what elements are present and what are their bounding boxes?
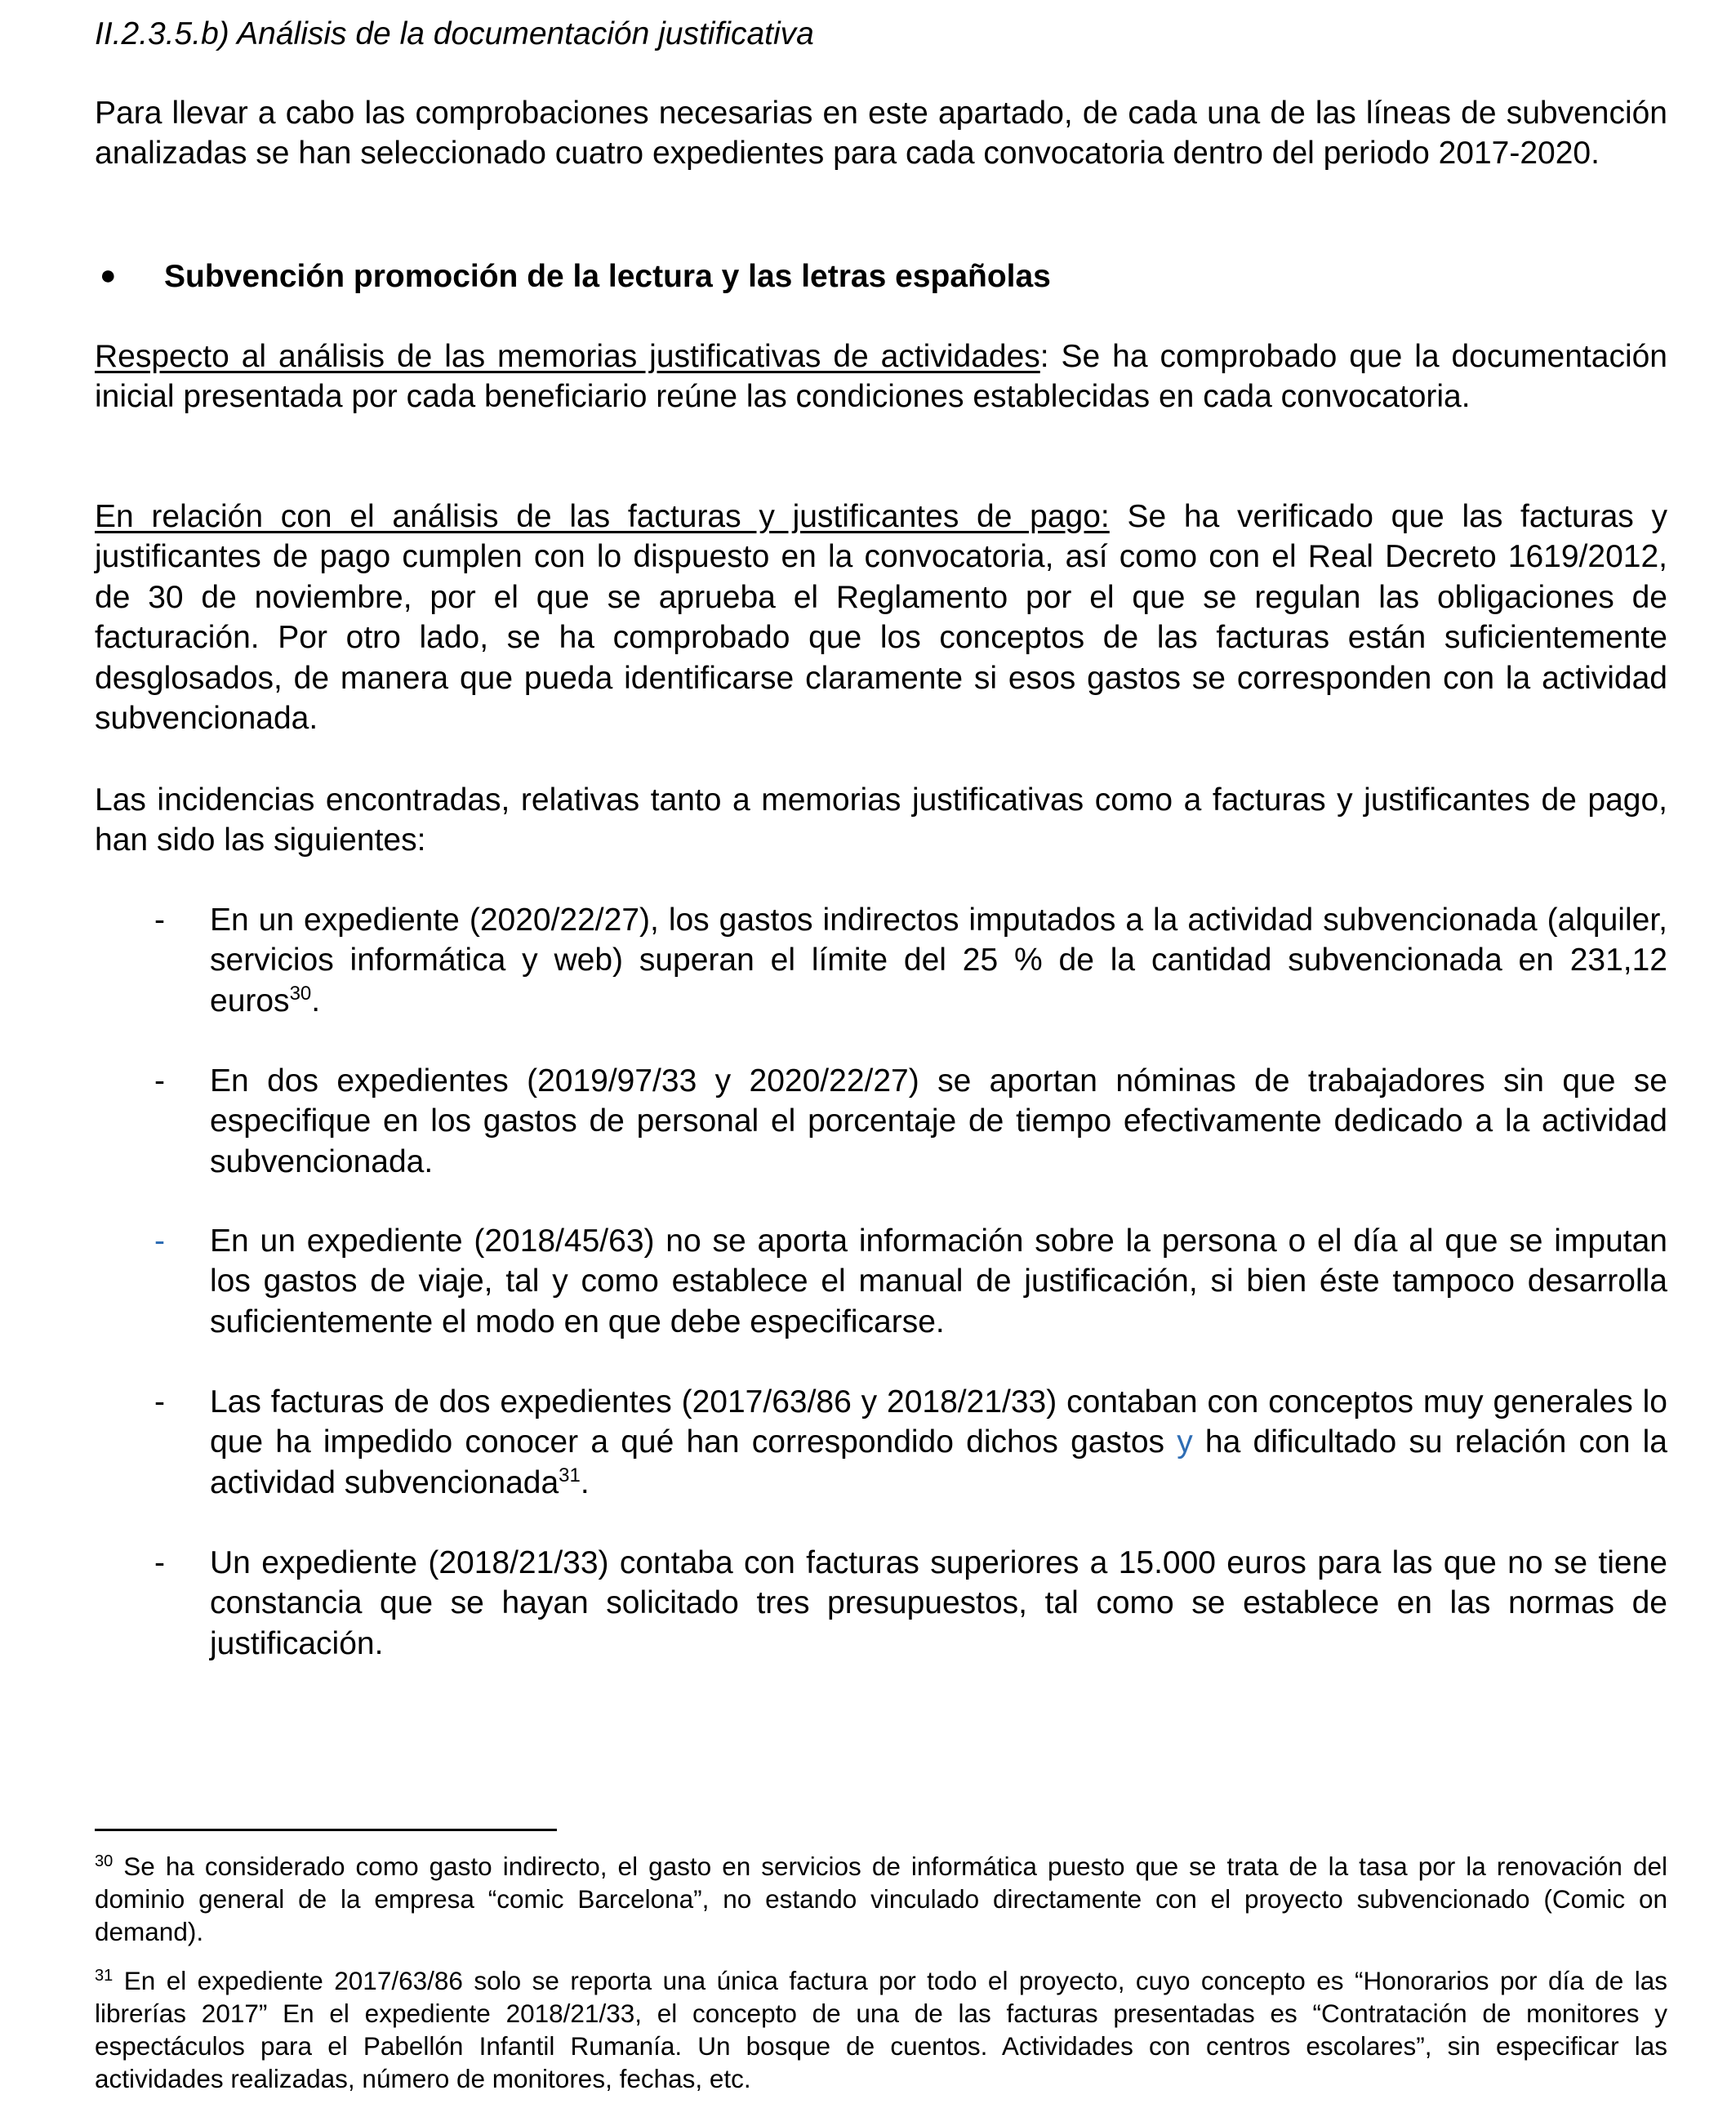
item-text: Las facturas de dos expedientes (2017/63/86 y 2018/21/33) contaban con conceptos muy generales lo que ha impedido conocer a qué han correspondido dichos gastos	[210, 1384, 1667, 1460]
facturas-text: Se ha verificado que las facturas y justificantes de pago cumplen con lo dispuesto en la convocatoria, así como con el Real Decreto 1619/2012, de 30 de noviembre, por el que se aprueba el Reglamento por el que se regulan las obligaciones de facturación. Por otro lado, se ha comprobado que los conceptos de las facturas están suficientemente desglosados, de manera que pueda identificarse claramente si esos gastos se corresponden con la actividad subvencionada.	[95, 499, 1667, 737]
footnote-text: En el expediente 2017/63/86 solo se reporta una única factura por todo el proyecto, cuyo concepto es “Honorarios por día de las librerías 2017” En el expediente 2018/21/33, el concepto de una de las facturas presentadas es “Contratación de monitores y espectáculos para el Pabellón Infantil Rumanía. Un bosque de cuentos. Actividades con centros escolares”, sin especificar las actividades realizadas, número de monitores, fechas, etc.	[95, 1966, 1667, 2093]
incidencias-intro: Las incidencias encontradas, relativas tanto a memorias justificativas como a facturas y justificantes de pago, han sido las siguientes:	[95, 782, 1667, 858]
intro-paragraph: Para llevar a cabo las comprobaciones necesarias en este apartado, de cada una de las líneas de subvención analizadas se han seleccionado cuatro expedientes para cada convocatoria dentro del periodo 2017-2020.	[95, 96, 1667, 172]
facturas-paragraph	[95, 497, 1667, 738]
footnote-ref[interactable]: 31	[559, 1464, 581, 1486]
list-dash: -	[154, 1223, 165, 1259]
item-text-blue: y	[1177, 1424, 1193, 1460]
footnote-ref[interactable]: 30	[289, 982, 312, 1005]
list-item	[210, 1382, 1667, 1503]
subsection-heading: Subvención promoción de la lectura y las letras españolas	[164, 259, 1051, 294]
section-heading: II.2.3.5.b) Análisis de la documentación justificativa	[95, 16, 814, 51]
item-end: .	[311, 983, 321, 1018]
item-text: ha dificultado su relación con la actividad subvencionada	[210, 1424, 1667, 1500]
list-dash: -	[154, 1063, 165, 1099]
list-dash: -	[154, 1545, 165, 1580]
footnote-number: 31	[95, 1967, 114, 1985]
footnote-number: 30	[95, 1852, 114, 1870]
item-end: .	[580, 1464, 590, 1500]
list-dash: -	[154, 1384, 165, 1420]
memorias-label: Respecto al análisis de las memorias justificativas de actividades	[95, 339, 1040, 374]
list-item: En un expediente (2018/45/63) no se aporta información sobre la persona o el día al que se imputan los gastos de viaje, tal y como establece el manual de justificación, si bien éste tampoco desarrolla suficientemente el modo en que debe especificarse.	[210, 1223, 1667, 1339]
footnote	[95, 1964, 1667, 2095]
footnote	[95, 1850, 1667, 1948]
list-item: En dos expedientes (2019/97/33 y 2020/22/27) se aportan nóminas de trabajadores sin que se especifique en los gastos de personal el porcentaje de tiempo efectivamente dedicado a la actividad subvencionada.	[210, 1063, 1667, 1179]
item-text: En un expediente (2020/22/27), los gastos indirectos imputados a la actividad subvencionada (alquiler, servicios informática y web) superan el límite del 25 % de la cantidad subvencionada en 231,12 euros	[210, 903, 1667, 1018]
footnote-text: Se ha considerado como gasto indirecto, el gasto en servicios de informática puesto que se trata de la tasa por la renovación del dominio general de la empresa “comic Barcelona”, no estando vinculado directamente con el proyecto subvencionado (Comic on demand).	[95, 1852, 1667, 1946]
memorias-text: : Se ha comprobado que la documentación inicial presentada por cada beneficiario reúne las condiciones establecidas en cada convocatoria.	[95, 339, 1667, 415]
list-item: Un expediente (2018/21/33) contaba con facturas superiores a 15.000 euros para las que no se tiene constancia que se hayan solicitado tres presupuestos, tal como se establece en las normas de justificación.	[210, 1545, 1667, 1661]
facturas-label: En relación con el análisis de las facturas y justificantes de pago:	[95, 499, 1110, 534]
bullet-icon: ●	[100, 260, 117, 291]
footnote-separator	[95, 1829, 557, 1831]
list-item	[210, 900, 1667, 1021]
memorias-paragraph	[95, 336, 1667, 417]
list-dash: -	[154, 903, 165, 938]
